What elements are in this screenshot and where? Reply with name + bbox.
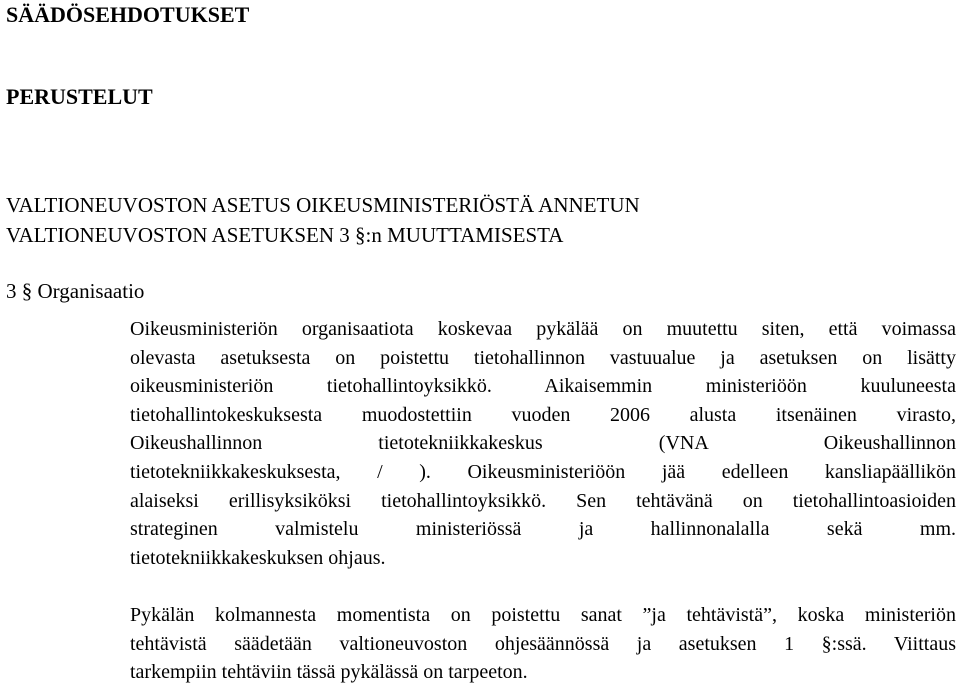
title-line-2: VALTIONEUVOSTON ASETUKSEN 3 §:n MUUTTAMISESTA	[6, 223, 564, 247]
paragraph-1-line: tietotekniikkakeskuksen ohjaus.	[130, 546, 386, 569]
section-heading: 3 § Organisaatio	[6, 279, 145, 303]
paragraph-2-line: tehtävistä säädetään valtioneuvoston ohjesäännössä ja asetuksen 1 §:ssä. Viittaus	[130, 632, 956, 655]
paragraph-1-line: tietotekniikkakeskuksesta, / ). Oikeusministeriöön jää edelleen kansliapäällikön	[130, 460, 956, 483]
paragraph-1-line: Oikeushallinnon tietotekniikkakeskus (VNA Oikeushallinnon	[130, 432, 956, 455]
paragraph-1-line: strateginen valmistelu ministeriössä ja hallinnonalalla sekä mm.	[130, 518, 956, 541]
paragraph-2	[130, 601, 956, 687]
paragraph-1-line: tietohallintokeskuksesta muodostettiin vuoden 2006 alusta itsenäinen virasto,	[130, 403, 956, 426]
heading-perustelut: PERUSTELUT	[6, 84, 153, 109]
paragraph-1-line: olevasta asetuksesta on poistettu tietohallinnon vastuualue ja asetuksen on lisätty	[130, 346, 956, 369]
paragraph-1-line: Oikeusministeriön organisaatiota koskevaa pykälää on muutettu siten, että voimassa	[130, 318, 956, 340]
paragraph-1-line: oikeusministeriön tietohallintoyksikkö. Aikaisemmin ministeriöön kuuluneesta	[130, 375, 956, 398]
heading-saadosehdotukset: SÄÄDÖSEHDOTUKSET	[6, 2, 250, 27]
paragraph-1	[130, 315, 956, 572]
title-line-1: VALTIONEUVOSTON ASETUS OIKEUSMINISTERIÖSTÄ ANNETUN	[6, 193, 640, 217]
paragraph-1-line: alaiseksi erillisyksiköksi tietohallintoyksikkö. Sen tehtävänä on tietohallintoasioiden	[130, 489, 956, 512]
paragraph-2-line: Pykälän kolmannesta momentista on poistettu sanat ”ja tehtävistä”, koska ministeriön	[130, 604, 956, 626]
paragraph-2-line: tarkempiin tehtäviin tässä pykälässä on tarpeeton.	[130, 661, 528, 684]
